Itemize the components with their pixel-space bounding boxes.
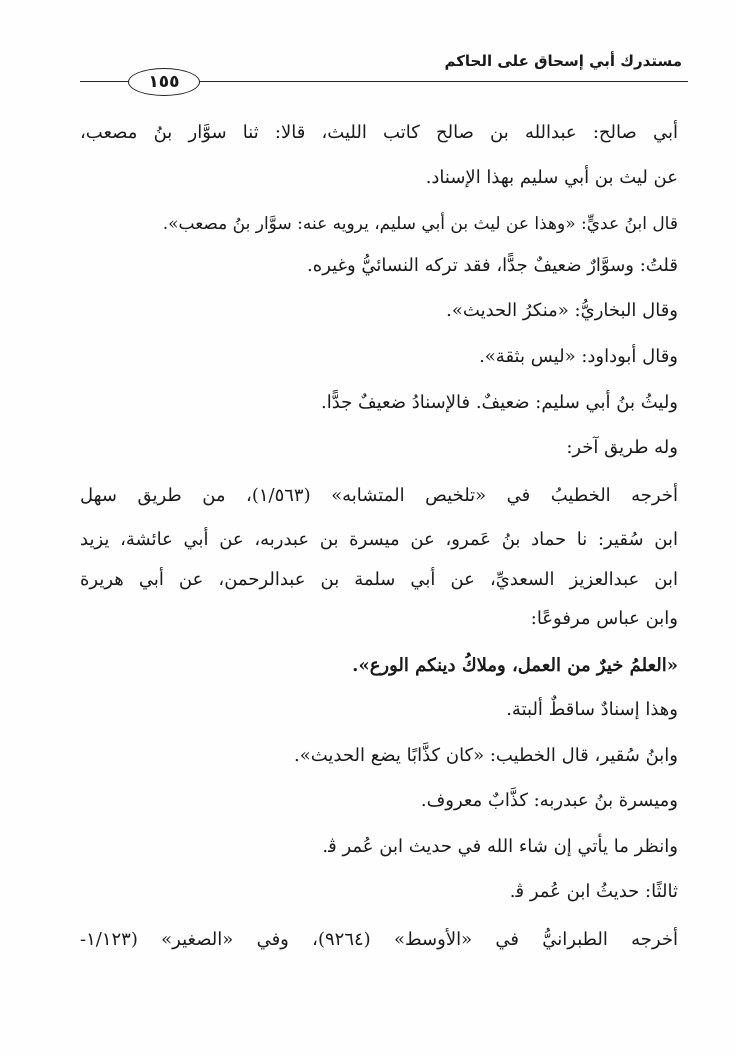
text-line: وهذا إسنادٌ ساقطٌ ألبتة. — [506, 699, 678, 720]
text-line: وليثُ بنُ أبي سليم: ضعيفٌ. فالإسنادُ ضعيفٌ جدًّا. — [320, 392, 678, 413]
text-line: قال ابنُ عديٍّ: «وهذا عن ليث بن أبي سليم، يرويه عنه: سوَّار بنُ مصعب». — [162, 214, 678, 234]
running-title: مستدرك أبي إسحاق على الحاكم — [444, 52, 682, 70]
text-line: وانظر ما يأتي إن شاء الله في حديث ابن عُمر ﭬ. — [322, 836, 678, 857]
hadith-text: «العلمُ خيرٌ من العمل، وملاكُ دينكم الورع». — [352, 655, 678, 676]
text-line: أبي صالح: عبدالله بن صالح كاتب الليث، قالا: ثنا سوَّار بنُ مصعب، — [80, 122, 678, 143]
text-line: ابن سُقير: نا حماد بنُ عَمرو، عن ميسرة بن عبدربه، عن أبي عائشة، يزيد — [80, 529, 678, 550]
section-heading: ثالثًا: حديثُ ابن عُمر ﭬ. — [509, 881, 678, 902]
text-line: أخرجه الخطيبُ في «تلخيص المتشابه» (١/٥٦٣)، من طريق سهل — [80, 485, 678, 506]
page-number: ١٥٥ — [128, 68, 200, 96]
text-line: قلتُ: وسوَّارٌ ضعيفٌ جدًّا، فقد تركه النسائيُّ وغيره. — [307, 255, 678, 276]
text-line: وقال البخاريُّ: «منكرُ الحديث». — [446, 300, 678, 321]
text-line: ابن عبدالعزيز السعديِّ، عن أبي سلمة بن عبدالرحمن، عن أبي هريرة — [80, 569, 678, 590]
text-line: وابن عباس مرفوعًا: — [530, 608, 678, 629]
text-line: وقال أبوداود: «ليس بثقة». — [479, 346, 678, 367]
text-line: وابنُ سُقير، قال الخطيب: «كان كذَّابًا يضع الحديث». — [294, 745, 678, 766]
text-line: عن ليث بن أبي سليم بهذا الإسناد. — [425, 167, 678, 188]
text-line: وله طريق آخر: — [566, 437, 678, 458]
text-line: وميسرة بنُ عبدربه: كذَّابٌ معروف. — [420, 790, 678, 811]
text-line: أخرجه الطبرانيُّ في «الأوسط» (٩٢٦٤)، وفي «الصغير» (١/١٢٣- — [80, 929, 678, 950]
